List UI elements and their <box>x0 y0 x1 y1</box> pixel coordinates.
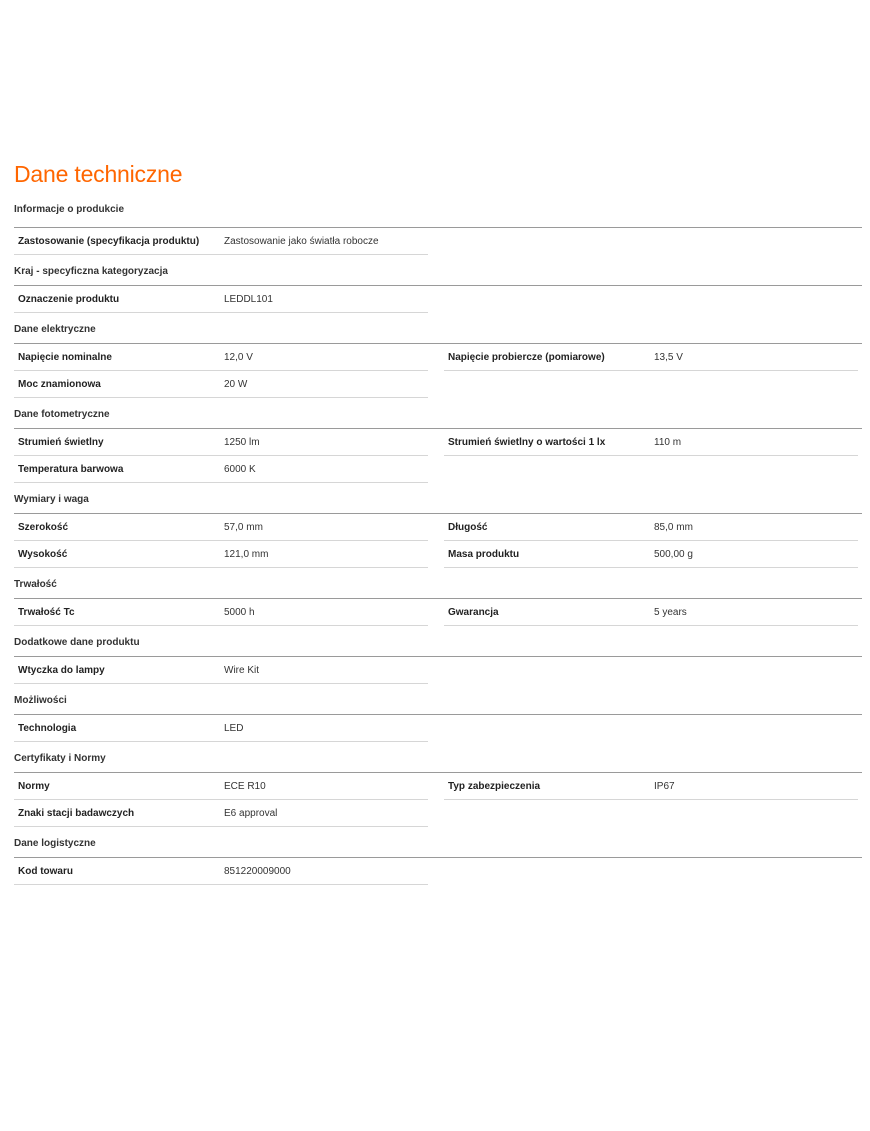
spec-value: LEDDL101 <box>224 294 273 305</box>
spec-label: Trwałość Tc <box>18 607 75 618</box>
section-title: Dodatkowe dane produktu <box>14 626 862 657</box>
section <box>14 313 862 398</box>
spec-label: Wysokość <box>18 549 68 560</box>
section <box>14 483 862 568</box>
section <box>14 255 862 313</box>
spec-row <box>444 429 858 456</box>
spec-label: Szerokość <box>18 522 69 533</box>
spec-row <box>444 773 858 800</box>
spec-label: Wtyczka do lampy <box>18 665 105 676</box>
spec-row <box>14 541 428 568</box>
spec-row <box>14 514 428 541</box>
spec-label: Długość <box>448 522 488 533</box>
spec-value: 5000 h <box>224 607 255 618</box>
spec-value: 85,0 mm <box>654 522 693 533</box>
spec-label: Napięcie nominalne <box>18 352 112 363</box>
section-rows <box>14 228 862 255</box>
spec-value: 57,0 mm <box>224 522 263 533</box>
spec-value: ECE R10 <box>224 781 266 792</box>
section-title: Certyfikaty i Normy <box>14 742 862 773</box>
section-title: Wymiary i waga <box>14 483 862 514</box>
spec-value: IP67 <box>654 781 675 792</box>
spec-value: 121,0 mm <box>224 549 269 560</box>
technical-data-sheet <box>14 161 862 885</box>
section-rows <box>14 599 862 626</box>
spec-label: Temperatura barwowa <box>18 464 124 475</box>
section-rows <box>14 344 862 398</box>
section <box>14 398 862 483</box>
spec-value: 20 W <box>224 379 248 390</box>
section-title: Dane logistyczne <box>14 827 862 858</box>
spec-row <box>14 657 428 684</box>
section-rows <box>14 715 862 742</box>
spec-label: Typ zabezpieczenia <box>448 781 541 792</box>
spec-row <box>14 773 428 800</box>
spec-value: 500,00 g <box>654 549 693 560</box>
spec-label: Oznaczenie produktu <box>18 294 120 305</box>
spec-row <box>14 344 428 371</box>
page-title: Dane techniczne <box>14 161 183 187</box>
spec-row <box>444 344 858 371</box>
spec-label: Normy <box>18 781 50 792</box>
section <box>14 684 862 742</box>
section <box>14 827 862 885</box>
spec-row <box>14 599 428 626</box>
spec-row <box>14 429 428 456</box>
spec-value: 5 years <box>654 607 687 618</box>
spec-row <box>14 286 428 313</box>
spec-label: Strumień świetlny <box>18 437 104 448</box>
spec-label: Kod towaru <box>18 866 73 877</box>
spec-value: Wire Kit <box>224 665 259 676</box>
spec-row <box>444 541 858 568</box>
spec-value: 1250 lm <box>224 437 260 448</box>
section-title: Dane elektryczne <box>14 313 862 344</box>
spec-label: Strumień świetlny o wartości 1 lx <box>448 437 606 448</box>
spec-row <box>14 715 428 742</box>
section-title: Dane fotometryczne <box>14 398 862 429</box>
section-rows <box>14 286 862 313</box>
section-rows <box>14 514 862 568</box>
spec-value: E6 approval <box>224 808 278 819</box>
spec-value: LED <box>224 723 244 734</box>
spec-label: Moc znamionowa <box>18 379 101 390</box>
section <box>14 188 862 255</box>
section-title: Informacje o produkcie <box>14 188 862 228</box>
section-title: Możliwości <box>14 684 862 715</box>
spec-value: 6000 K <box>224 464 256 475</box>
spec-row <box>14 800 428 827</box>
spec-value: 110 m <box>654 437 682 448</box>
section-title: Kraj - specyficzna kategoryzacja <box>14 255 862 286</box>
section-rows <box>14 858 862 885</box>
section <box>14 568 862 626</box>
spec-label: Napięcie probiercze (pomiarowe) <box>448 352 605 363</box>
spec-row <box>444 514 858 541</box>
section-title: Trwałość <box>14 568 862 599</box>
spec-label: Masa produktu <box>448 549 520 560</box>
spec-value: 12,0 V <box>224 352 253 363</box>
spec-value: Zastosowanie jako światła robocze <box>224 236 379 247</box>
section-rows <box>14 429 862 483</box>
section-rows <box>14 657 862 684</box>
section <box>14 742 862 827</box>
section <box>14 626 862 684</box>
spec-label: Zastosowanie (specyfikacja produktu) <box>18 236 200 247</box>
spec-row <box>444 599 858 626</box>
section-rows <box>14 773 862 827</box>
spec-value: 851220009000 <box>224 866 291 877</box>
sections-container <box>14 188 862 885</box>
spec-row <box>14 371 428 398</box>
spec-row <box>14 228 428 255</box>
spec-row <box>14 456 428 483</box>
spec-value: 13,5 V <box>654 352 683 363</box>
spec-label: Technologia <box>18 723 77 734</box>
spec-row <box>14 858 428 885</box>
spec-label: Znaki stacji badawczych <box>18 808 135 819</box>
spec-label: Gwarancja <box>448 607 499 618</box>
